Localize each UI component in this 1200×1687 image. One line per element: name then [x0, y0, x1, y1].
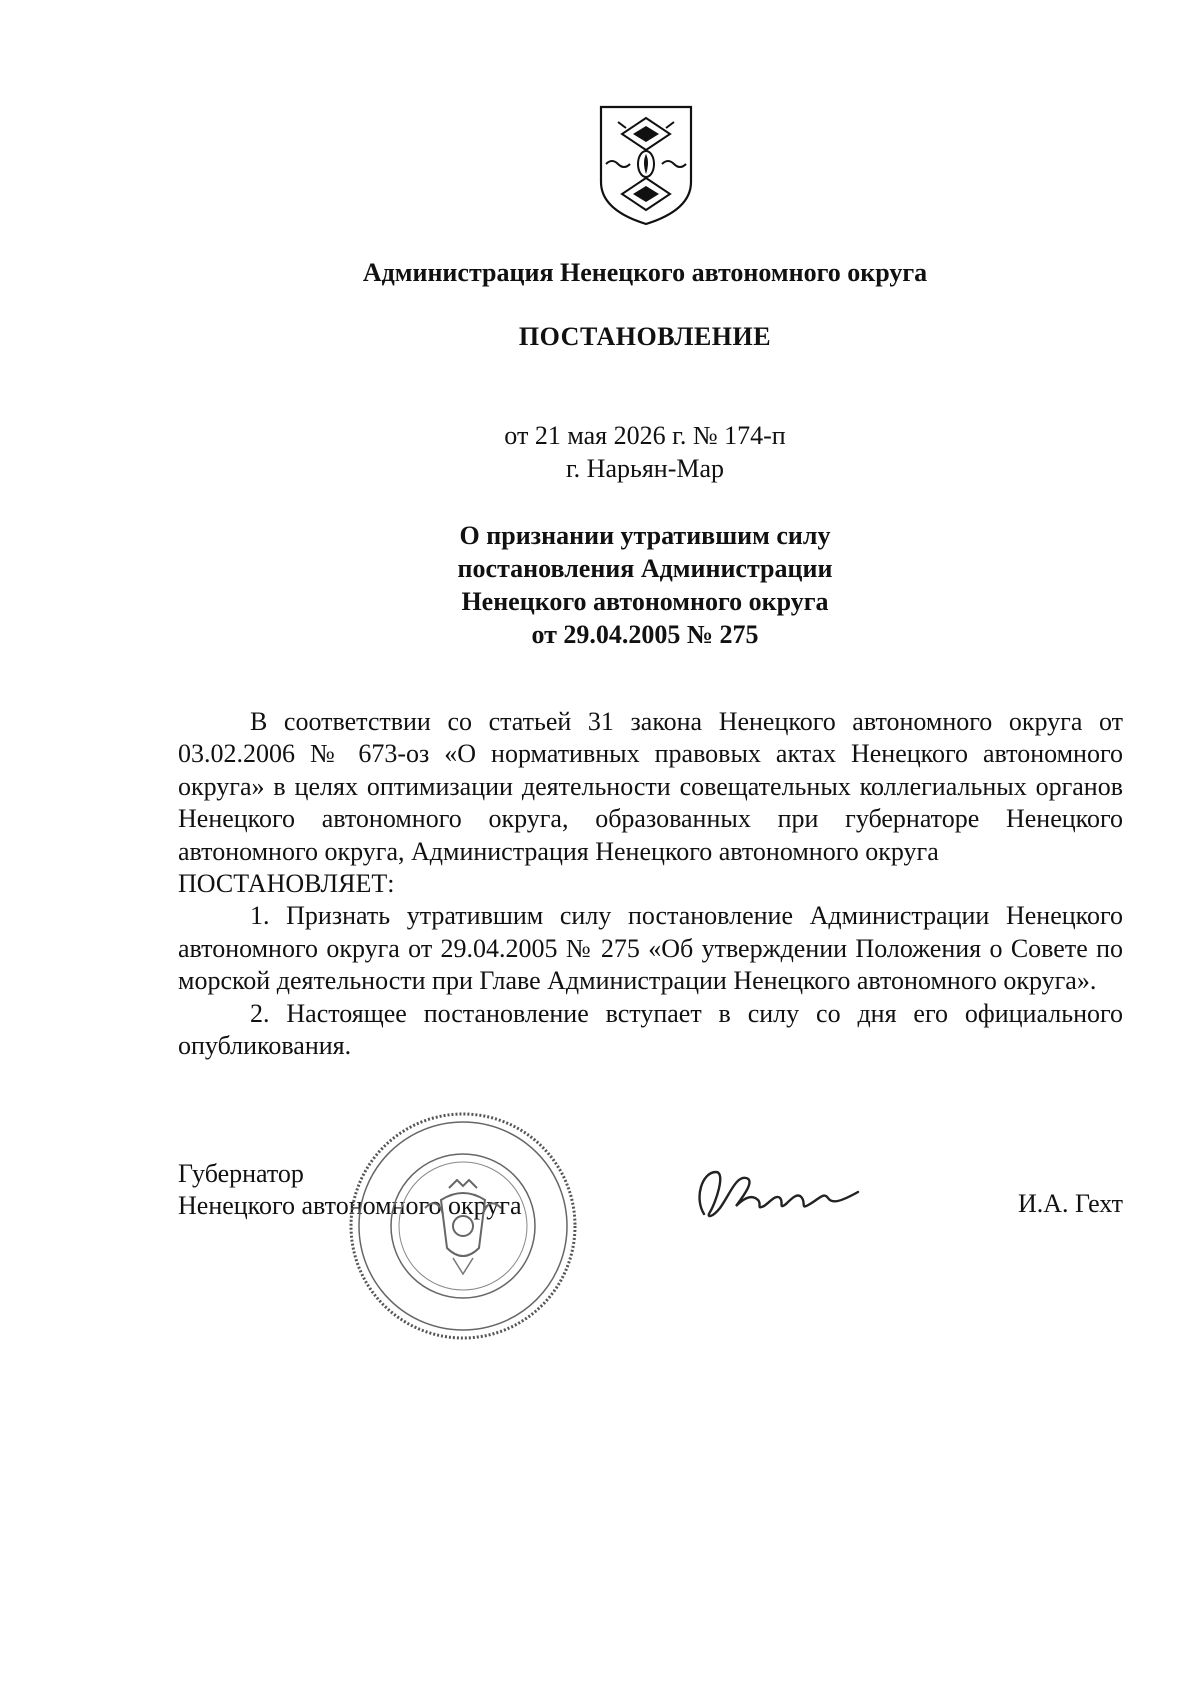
item-2-paragraph: 2. Настоящее постановление вступает в силу со дня его официального опубликования. — [178, 998, 1123, 1061]
coat-of-arms-icon — [598, 104, 694, 228]
decree-word: ПОСТАНОВЛЯЕТ: — [178, 869, 395, 899]
document-date-number: от 21 мая 2026 г. № 174-п — [504, 421, 786, 450]
preamble-paragraph: В соответствии со статьей 31 закона Ненецкого автономного округа от 03.02.2006 № 673-оз «О нормативных правовых актах Ненецкого автономного округа» в целях оптимизации деятельности совещательных коллегиальных органов Ненецкого автономного округа, образованных при губернаторе Ненецкого автономного округа, Администрация Ненецкого автономного округа — [178, 707, 1123, 866]
signatory-position-line: Ненецкого автономного округа — [178, 1191, 522, 1220]
document-type: ПОСТАНОВЛЕНИЕ — [518, 322, 772, 351]
document-body — [178, 706, 1123, 1062]
title-line: постановления Администрации — [457, 554, 833, 583]
handwritten-signature-icon — [690, 1158, 870, 1228]
official-seal-icon — [345, 1108, 581, 1344]
document-city: г. Нарьян-Мар — [565, 454, 725, 483]
organization-heading: Администрация Ненецкого автономного округа — [362, 258, 928, 287]
title-line: О признании утратившим силу — [459, 521, 831, 550]
document-title — [0, 519, 1200, 651]
signatory-position-line: Губернатор — [178, 1159, 304, 1188]
title-line: от 29.04.2005 № 275 — [531, 620, 759, 649]
title-line: Ненецкого автономного округа — [461, 587, 829, 616]
item-1-paragraph: 1. Признать утратившим силу постановление Администрации Ненецкого автономного округа от 29.04.2005 № 275 «Об утверждении Положения о Совете по морской деятельности при Главе Администрации Ненецкого автономного округа». — [178, 901, 1123, 996]
signatory-name: И.А. Гехт — [1017, 1189, 1123, 1218]
